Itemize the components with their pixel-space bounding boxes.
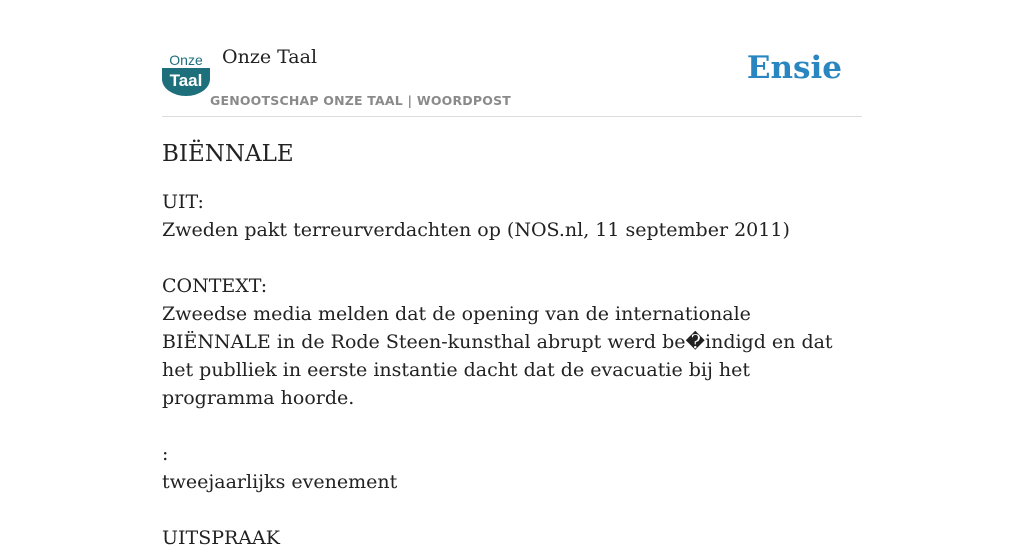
site-header [162,0,862,117]
site-tagline: GENOOTSCHAP ONZE TAAL | WOORDPOST [210,93,512,108]
author-logo[interactable]: Ensie [746,50,842,86]
entry-title: BIËNNALE [162,141,294,167]
onze-taal-logo[interactable] [162,51,210,96]
site-name[interactable]: Onze Taal [222,46,318,68]
page [162,0,862,549]
logo-text-bottom: Taal [169,71,203,90]
entry-body: UIT: Zweden pakt terreurverdachten op (NOS.nl, 11 september 2011) CONTEXT: Zweedse media melden dat de opening van de internationale BIËNNALE in de Rode Steen-kunsthal abrupt werd be�indigd en dat het publliek in eerste instantie dacht dat de evacuatie bij het programma hoorde. : tweejaarlijks evenement UITSPRAAK [162,191,833,549]
logo-text-top: Onze [169,52,203,68]
entry-content [162,138,862,552]
